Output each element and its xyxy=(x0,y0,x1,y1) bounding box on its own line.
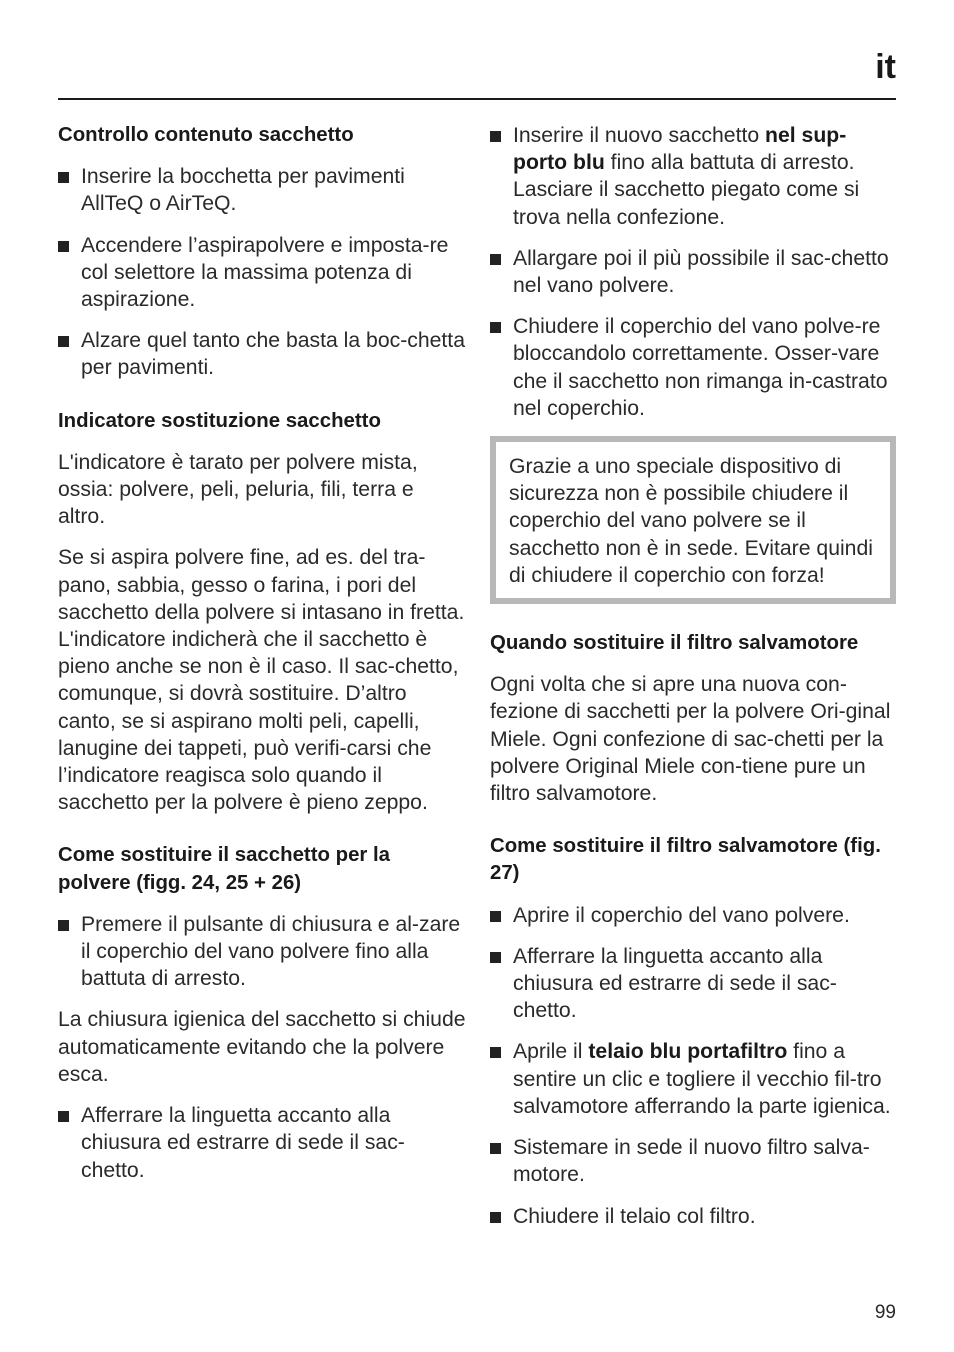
section-heading-bag-indicator: Indicatore sostituzione sacchetto xyxy=(58,409,381,432)
list-item: Chiudere il telaio col filtro. xyxy=(490,1203,896,1230)
square-bullet-icon xyxy=(58,336,69,347)
bullet-list-replace-filter xyxy=(490,902,896,1230)
list-item: Afferrare la linguetta accanto alla chiusura ed estrarre di sede il sac-chetto. xyxy=(490,943,896,1025)
paragraph: La chiusura igienica del sacchetto si chiude automaticamente evitando che la polvere esca. xyxy=(58,1008,466,1086)
list-item: Afferrare la linguetta accanto alla chiusura ed estrarre di sede il sac-chetto. xyxy=(58,1102,466,1184)
square-bullet-icon xyxy=(490,952,501,963)
right-column xyxy=(490,122,896,1244)
square-bullet-icon xyxy=(58,241,69,252)
square-bullet-icon xyxy=(490,1047,501,1058)
list-item: Accendere l’aspirapolvere e imposta-re col selettore la massima potenza di aspirazione. xyxy=(58,232,466,314)
square-bullet-icon xyxy=(490,1143,501,1154)
list-item: Inserire la bocchetta per pavimenti AllTeQ o AirTeQ. xyxy=(58,163,466,217)
list-item: Aprile il telaio blu portafiltro fino a sentire un clic e togliere il vecchio fil-tro salvamotore afferrando la parte igienica. xyxy=(490,1038,896,1120)
square-bullet-icon xyxy=(58,172,69,183)
square-bullet-icon xyxy=(490,254,501,265)
square-bullet-icon xyxy=(490,131,501,142)
list-item: Premere il pulsante di chiusura e al-zare il coperchio del vano polvere fino alla battuta di arresto. xyxy=(58,911,466,993)
left-column xyxy=(58,122,466,1198)
paragraph: L'indicatore è tarato per polvere mista, ossia: polvere, peli, peluria, fili, terra e altro. xyxy=(58,450,418,529)
bullet-list-remove-bag xyxy=(58,1102,466,1184)
language-label: it xyxy=(875,48,896,86)
header-rule xyxy=(58,98,896,100)
square-bullet-icon xyxy=(490,1212,501,1223)
safety-note-box xyxy=(490,436,896,604)
bullet-list-check-bag xyxy=(58,163,466,381)
section-heading-replace-filter: Come sostituire il filtro salvamotore (fig. 27) xyxy=(490,835,881,885)
list-item: Sistemare in sede il nuovo filtro salva-motore. xyxy=(490,1134,896,1188)
bullet-list-insert-bag xyxy=(490,122,896,422)
list-item: Alzare quel tanto che basta la boc-chetta per pavimenti. xyxy=(58,327,466,381)
paragraph: L'indicatore indicherà che il sacchetto è pieno anche se non è il caso. Il sac-chetto, comunque, si dovrà sostituire. D’altro canto, se si aspirano molti peli, capelli, lanugine dei tappeti, può verifi-carsi che l’indicatore reagisca solo quando il sacchetto per la polvere è pieno zeppo. xyxy=(58,628,459,815)
bullet-list-replace-bag xyxy=(58,911,466,993)
list-item: Allargare poi il più possibile il sac-chetto nel vano polvere. xyxy=(490,245,896,299)
section-heading-replace-bag: Come sostituire il sacchetto per la polvere (figg. 24, 25 + 26) xyxy=(58,844,391,894)
paragraph: Ogni volta che si apre una nuova con-fezione di sacchetti per la polvere Ori-ginal Miele. Ogni confezione di sac-chetti per la polvere Original Miele con-tiene pure un filtro salvamotore. xyxy=(490,673,891,806)
list-item: Aprire il coperchio del vano polvere. xyxy=(490,902,896,929)
square-bullet-icon xyxy=(58,1111,69,1122)
square-bullet-icon xyxy=(490,322,501,333)
list-item: Inserire il nuovo sacchetto nel sup-porto blu fino alla battuta di arresto. Lasciare il sacchetto piegato come si trova nella confezione. xyxy=(490,122,896,231)
list-item: Chiudere il coperchio del vano polve-re bloccandolo correttamente. Osser-vare che il sacchetto non rimanga in-castrato nel coperchio. xyxy=(490,313,896,422)
page-number: 99 xyxy=(874,1302,896,1323)
square-bullet-icon xyxy=(490,911,501,922)
section-heading-when-replace-filter: Quando sostituire il filtro salvamotore xyxy=(490,632,859,655)
section-heading-check-bag: Controllo contenuto sacchetto xyxy=(58,124,354,146)
note-text: Grazie a uno speciale dispositivo di sicurezza non è possibile chiudere il coperchio del vano polvere se il sacchetto non è in sede. Evitare quindi di chiudere il coperchio con forza! xyxy=(509,455,873,587)
paragraph: Se si aspira polvere fine, ad es. del tra-pano, sabbia, gesso o farina, i pori del sacchetto della polvere si intasano in fretta. xyxy=(58,546,465,624)
square-bullet-icon xyxy=(58,920,69,931)
